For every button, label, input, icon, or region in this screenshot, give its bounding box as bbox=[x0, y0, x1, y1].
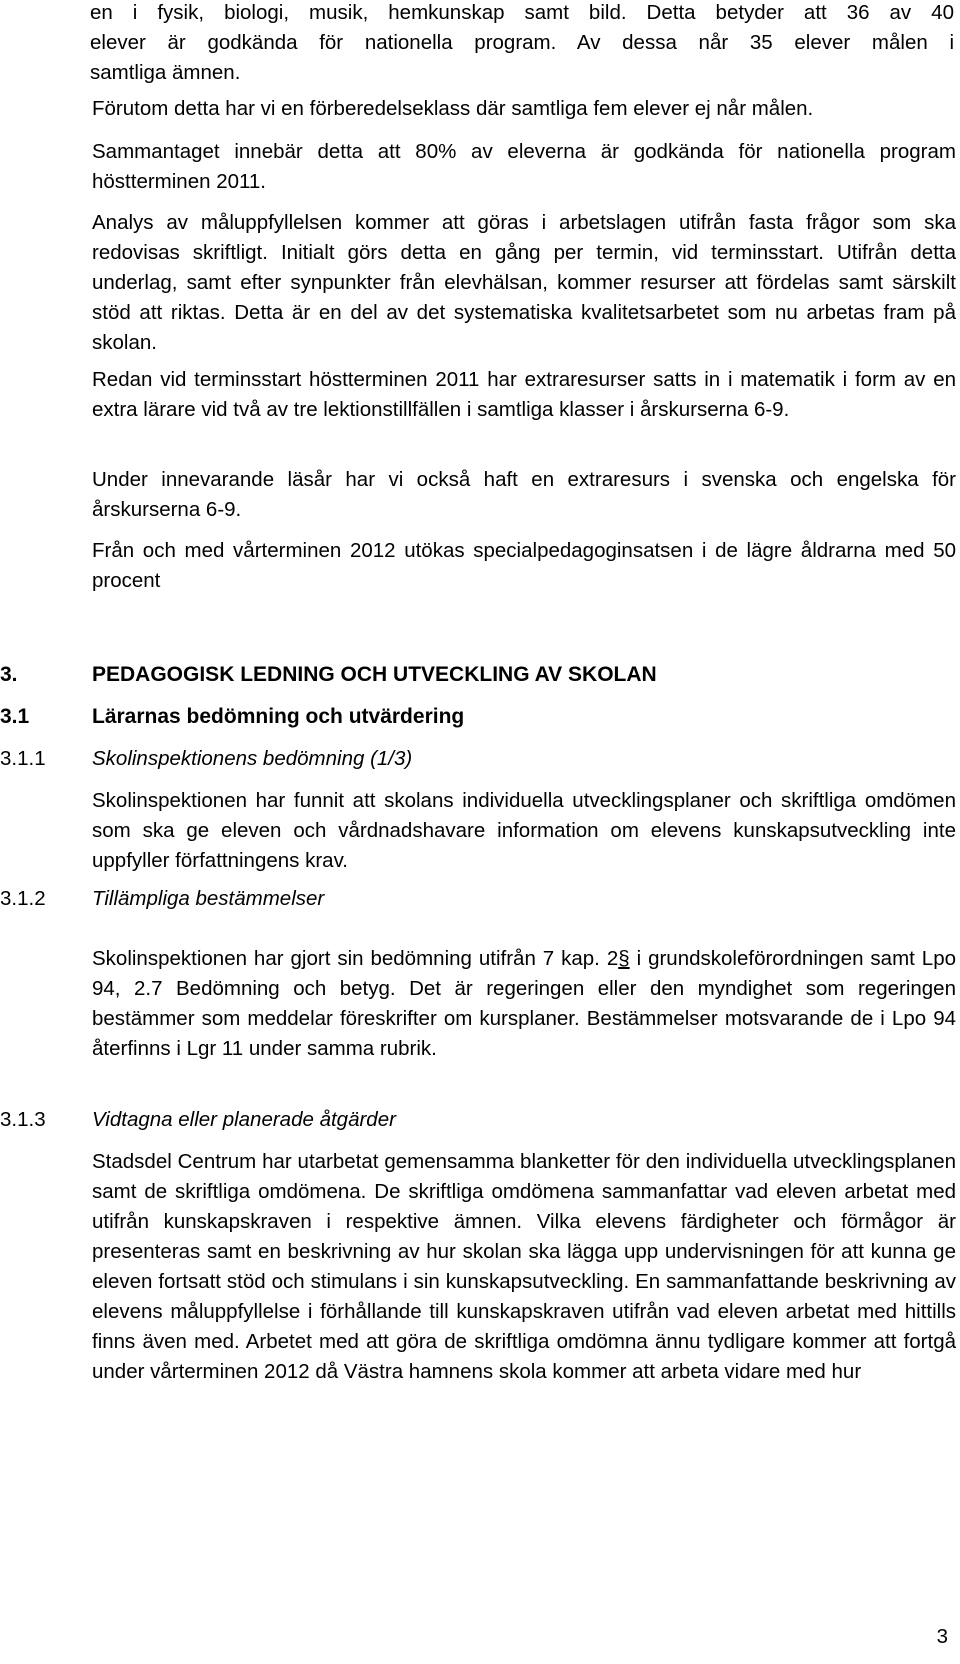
paragraph-3-1-2-part-2: i grundskoleförordningen samt Lpo 94, 2.7 Bedömning och betyg. Det är regeringen eller den myndighet som regeringen bestämmer som meddelar föreskrifter om kursplaner. Bestämmelser motsvarande de i Lpo 94 återfinns i Lgr 11 under samma rubrik. bbox=[92, 947, 956, 1060]
section-3-1-number: 3.1 bbox=[0, 705, 30, 728]
section-3-1-3-title: Vidtagna eller planerade åtgärder bbox=[92, 1108, 396, 1131]
paragraph-under: Under innevarande läsår har vi också haft en extraresurs i svenska och engelska för årskurserna 6-9. bbox=[92, 468, 956, 521]
paragraph-3-1-1: Skolinspektionen har funnit att skolans individuella utvecklingsplaner och skriftliga omdömen som ska ge eleven och vårdnadshavare information om elevens kunskapsutveckling inte uppfyller författningens krav. bbox=[92, 789, 956, 872]
paragraph-fran: Från och med vårterminen 2012 utökas specialpedagoginsatsen i de lägre åldrarna med 50 procent bbox=[92, 539, 956, 592]
page-number: 3 bbox=[936, 1625, 948, 1648]
intro-line-1: en i fysik, biologi, musik, hemkunskap samt bild. Detta betyder att 36 av 40 bbox=[90, 1, 954, 24]
section-3-1-2-title: Tillämpliga bestämmelser bbox=[92, 887, 325, 910]
paragraph-3-1-2-part-1: Skolinspektionen har gjort sin bedömning utifrån 7 kap. 2 bbox=[92, 947, 619, 970]
section-3-1-1-title: Skolinspektionens bedömning (1/3) bbox=[92, 747, 413, 770]
intro-line-3: samtliga ämnen. bbox=[90, 61, 241, 84]
intro-line-2: elever är godkända för nationella program. Av dessa når 35 elever målen i bbox=[90, 31, 954, 54]
paragraph-redan: Redan vid terminsstart höstterminen 2011 har extraresurser satts in i matematik i form av en extra lärare vid två av tre lektionstillfällen i samtliga klasser i årskurserna 6-9. bbox=[92, 368, 956, 421]
section-mark: § bbox=[618, 947, 630, 970]
section-3-1-3-number: 3.1.3 bbox=[0, 1108, 46, 1131]
paragraph-3-1-3: Stadsdel Centrum har utarbetat gemensamma blanketter för den individuella utvecklingsplanen samt de skriftliga omdömena. De skriftliga omdömena sammanfattar vad eleven arbetat med utifrån kunskapskraven i respektive ämnen. Vilka elevens färdigheter och förmågor är presenteras samt en beskrivning av hur skolan ska lägga upp undervisningen för att kunna ge eleven fortsatt stöd och stimulans i sin kunskapsutveckling. En sammanfattande beskrivning av elevens måluppfyllelse i förhållande till kunskapskraven utifrån vad eleven arbetat med hittills finns även med. Arbetet med att göra de skriftliga omdömna ännu tydligare kommer att fortgå under vårterminen 2012 då Västra hamnens skola kommer att arbeta vidare med hur bbox=[92, 1150, 956, 1383]
section-3-1-2-number: 3.1.2 bbox=[0, 887, 46, 910]
section-3-number: 3. bbox=[0, 663, 18, 686]
intro-paragraph bbox=[90, 0, 954, 88]
paragraph-analys: Analys av måluppfyllelsen kommer att göras i arbetslagen utifrån fasta frågor som ska redovisas skriftligt. Initialt görs detta en gång per termin, vid terminsstart. Utifrån detta underlag, samt efter synpunkter från elevhälsan, kommer resurser att fördelas samt särskilt stöd att riktas. Detta är en del av det systematiska kvalitetsarbetet som nu arbetas fram på skolan. bbox=[92, 211, 956, 354]
paragraph-forutom: Förutom detta har vi en förberedelseklass där samtliga fem elever ej når målen. bbox=[92, 97, 814, 120]
paragraph-sammantaget: Sammantaget innebär detta att 80% av eleverna är godkända för nationella program höstterminen 2011. bbox=[92, 140, 956, 193]
section-3-1-1-number: 3.1.1 bbox=[0, 747, 46, 770]
section-3-1-title: Lärarnas bedömning och utvärdering bbox=[92, 705, 465, 728]
section-3-title: PEDAGOGISK LEDNING OCH UTVECKLING AV SKOLAN bbox=[92, 663, 657, 686]
paragraph-3-1-2 bbox=[92, 944, 956, 1064]
